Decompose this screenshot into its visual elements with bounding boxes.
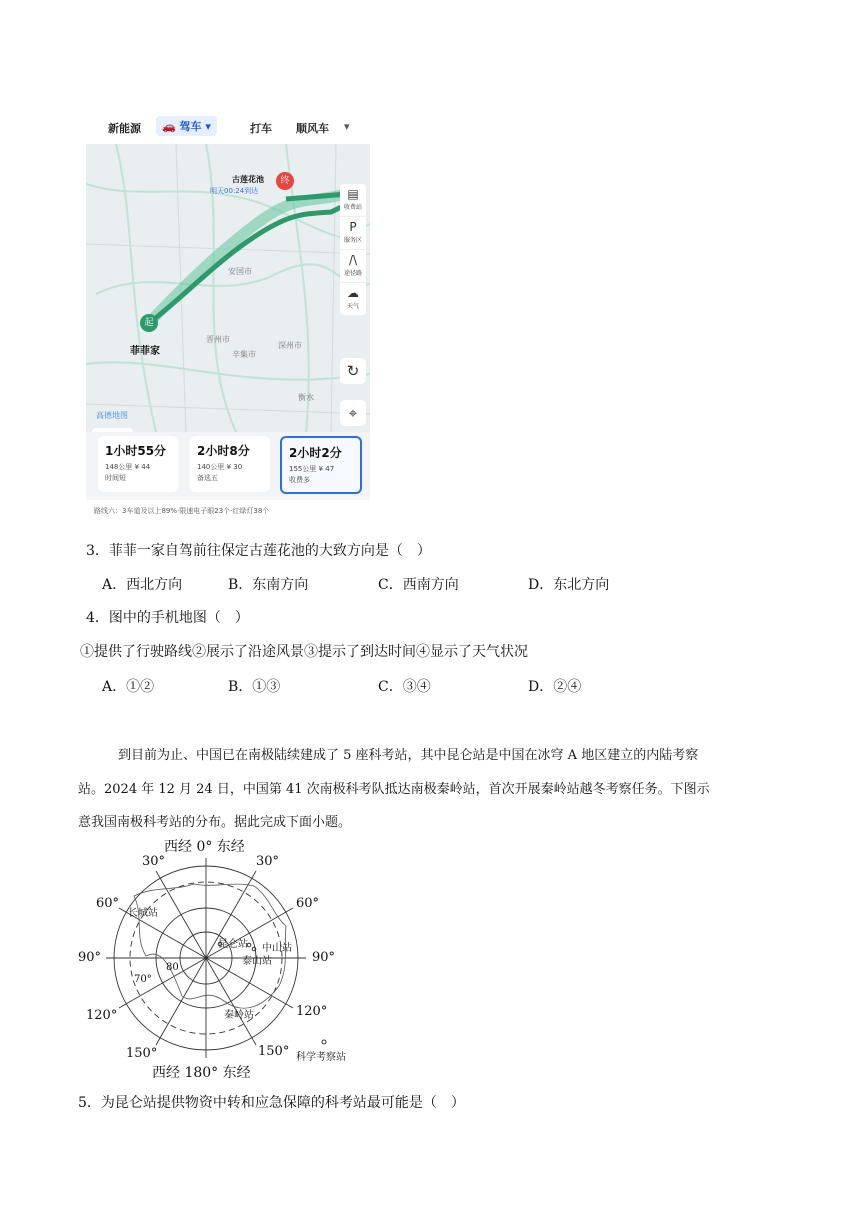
station-label: 昆仑站 — [218, 939, 248, 950]
start-label: 菲菲家 — [130, 346, 160, 357]
route-card-selected[interactable]: 2小时2分 155公里 ¥ 47 收费多 — [280, 436, 362, 494]
toll-station-button[interactable]: ▤ 收费站 — [340, 184, 366, 217]
passage-line: 站。2024 年 12 月 24 日，中国第 41 次南极科考队抵达南极秦岭站，首次开展秦岭站越冬考察任务。下图示 — [78, 782, 710, 797]
passage-line: 意我国南极科考站的分布。据此完成下面小题。 — [78, 815, 352, 830]
destination-label: 古莲花池 — [232, 175, 264, 184]
tab-carpool[interactable]: 顺风车 — [296, 122, 329, 135]
route-road-button[interactable]: /\ 途径路 — [340, 250, 366, 283]
route-card[interactable]: 2小时8分 140公里 ¥ 30 备选五 — [190, 436, 270, 492]
transport-tabs — [86, 110, 370, 144]
lon-label: 150° — [258, 1044, 290, 1059]
map-app-screenshot — [86, 110, 370, 522]
station-label: 中山站 — [262, 943, 292, 954]
top-longitude-label: 西经 0° 东经 — [164, 839, 245, 855]
q3-option-a[interactable]: A．西北方向 — [102, 577, 183, 593]
start-marker[interactable]: 起 — [140, 314, 158, 332]
lon-label: 60° — [296, 896, 320, 911]
q4-statements: ①提供了行驶路线②展示了沿途风景③提示了到达时间④显示了天气状况 — [80, 644, 528, 660]
arrival-time: 明天00:24到达 — [210, 187, 259, 195]
station-label: 秦岭站 — [224, 1010, 254, 1021]
lat-label: 80 — [166, 962, 179, 973]
map-logo: 高德地图 — [96, 411, 128, 420]
lon-label: 90° — [312, 950, 336, 965]
station-label: 泰山站 — [242, 956, 272, 967]
refresh-icon[interactable]: ↻ — [340, 358, 366, 384]
station-label: 长城站 — [128, 908, 158, 919]
q3-option-b[interactable]: B．东南方向 — [228, 577, 309, 593]
q3-stem: 3．菲菲一家自驾前往保定古莲花池的大致方向是（ ） — [86, 543, 431, 559]
passage-line: 到目前为止、中国已在南极陆续建成了 5 座科考站，其中昆仑站是中国在冰穹 A 地区建立的内陆考察 — [118, 748, 699, 763]
city-label: 衡水 — [298, 393, 314, 402]
lon-label: 120° — [86, 1008, 118, 1023]
q4-option-c[interactable]: C．③④ — [378, 679, 431, 695]
city-label: 晋州市 — [206, 335, 230, 344]
route-card[interactable]: 1小时55分 148公里 ¥ 44 时间短 — [98, 436, 178, 492]
tab-drive[interactable]: 🚗 驾车 ▾ — [156, 116, 217, 136]
q3-option-c[interactable]: C．西南方向 — [378, 577, 459, 593]
service-area-button[interactable]: P 服务区 — [340, 217, 366, 250]
map-tools — [340, 184, 366, 315]
q4-stem: 4．图中的手机地图（ ） — [86, 610, 249, 626]
q3-option-d[interactable]: D．东北方向 — [528, 577, 610, 593]
route-cards — [86, 432, 370, 496]
q4-option-d[interactable]: D．②④ — [528, 679, 582, 695]
legend-label: 科学考察站 — [296, 1052, 346, 1063]
lat-label: 70° — [134, 974, 152, 985]
lon-label: 90° — [78, 950, 102, 965]
locate-icon[interactable]: ⌖ — [340, 400, 366, 426]
lon-label: 30° — [142, 854, 166, 869]
q4-option-a[interactable]: A．①② — [102, 679, 155, 695]
q4-option-b[interactable]: B．①③ — [228, 679, 281, 695]
map-view[interactable] — [86, 144, 370, 432]
q5-stem: 5．为昆仑站提供物资中转和应急保障的科考站最可能是（ ） — [78, 1095, 465, 1111]
city-label: 辛集市 — [232, 350, 256, 359]
lon-label: 60° — [96, 896, 120, 911]
lon-label: 120° — [296, 1004, 328, 1019]
antarctic-map — [74, 836, 374, 1082]
city-label: 安国市 — [228, 267, 252, 276]
more-chevron-icon[interactable]: ▾ — [344, 120, 350, 133]
lon-label: 30° — [256, 854, 280, 869]
lon-label: 150° — [126, 1046, 158, 1061]
end-marker[interactable]: 终 — [276, 172, 294, 190]
weather-button[interactable]: ☁ 天气 — [346, 286, 359, 310]
bottom-longitude-label: 西经 180° 东经 — [152, 1065, 251, 1081]
route-footer: 路线六：3车道及以上89%·限速电子眼23个·红绿灯38个 — [86, 500, 370, 522]
tab-new-energy[interactable]: 新能源 — [108, 122, 141, 135]
tab-taxi[interactable]: 打车 — [250, 122, 272, 135]
city-label: 深州市 — [278, 341, 302, 350]
